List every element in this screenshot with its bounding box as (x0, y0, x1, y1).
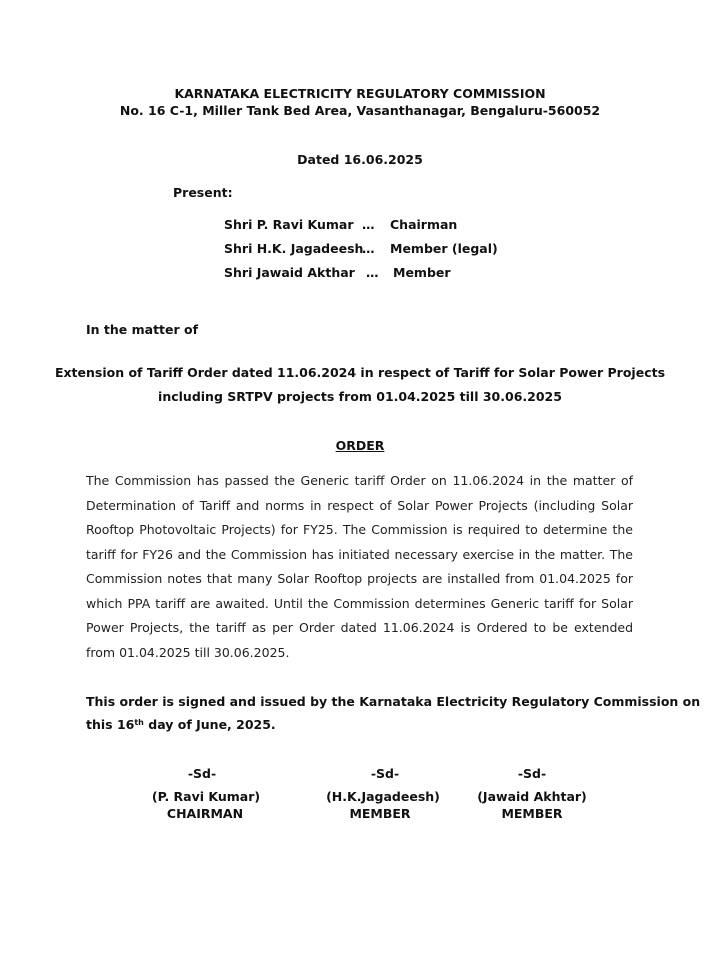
order-line: tariff for FY26 and the Commission has initiated necessary exercise in the matter. The (86, 546, 633, 562)
member-role-1: Chairman (390, 217, 458, 232)
member-role-2: Member (legal) (390, 241, 498, 256)
signature-sd-1: -Sd- (187, 766, 217, 781)
order-line: from 01.04.2025 till 30.06.2025. (86, 644, 290, 660)
member-separator-3: … (366, 265, 379, 280)
signature-name-1: (P. Ravi Kumar) (151, 789, 261, 804)
signing-line-2-start: this 16 (86, 717, 135, 732)
order-line: Determination of Tariff and norms in respect of Solar Power Projects (including Solar (86, 497, 633, 513)
signature-sd-2: -Sd- (370, 766, 400, 781)
order-heading: ORDER (335, 438, 385, 453)
order-line: which PPA tariff are awaited. Until the Commission determines Generic tariff for Solar (86, 595, 633, 611)
order-body (86, 469, 633, 665)
member-separator-1: … (362, 217, 375, 232)
signing-line-2 (86, 713, 633, 736)
signature-title-2: MEMBER (349, 806, 411, 821)
signing-statement (86, 690, 701, 736)
member-name-1: Shri P. Ravi Kumar (224, 217, 354, 232)
organization-address: No. 16 C-1, Miller Tank Bed Area, Vasanthanagar, Bengaluru-560052 (119, 103, 601, 118)
order-line: The Commission has passed the Generic tariff Order on 11.06.2024 in the matter of (86, 473, 633, 488)
order-line: Rooftop Photovoltaic Projects) for FY25. The Commission is required to determine the (86, 522, 633, 537)
member-role-3: Member (393, 265, 451, 280)
signature-title-3: MEMBER (501, 806, 563, 821)
order-line: Commission notes that many Solar Rooftop projects are installed from 01.04.2025 for (86, 571, 633, 586)
matter-label: In the matter of (86, 322, 199, 337)
member-separator-2: … (362, 241, 375, 256)
subject-line-2: including SRTPV projects from 01.04.2025 till 30.06.2025 (158, 389, 562, 404)
signature-sd-3: -Sd- (517, 766, 547, 781)
signature-name-2: (H.K.Jagadeesh) (326, 789, 440, 804)
member-name-3: Shri Jawaid Akthar (224, 265, 355, 280)
subject-line-1: Extension of Tariff Order dated 11.06.2024 in respect of Tariff for Solar Power Projects (54, 365, 666, 380)
organization-title: KARNATAKA ELECTRICITY REGULATORY COMMISSION (174, 86, 546, 101)
order-date: Dated 16.06.2025 (297, 152, 423, 167)
member-name-2: Shri H.K. Jagadeesh (224, 241, 364, 256)
signing-line-2-end: day of June, 2025. (143, 717, 276, 732)
present-label: Present: (173, 185, 233, 200)
signature-name-3: (Jawaid Akhtar) (477, 789, 587, 804)
order-line: Power Projects, the tariff as per Order dated 11.06.2024 is Ordered to be extended (86, 620, 633, 635)
signing-line-1: This order is signed and issued by the Karnataka Electricity Regulatory Commission on (86, 694, 701, 709)
signature-title-1: CHAIRMAN (166, 806, 244, 821)
ordinal-suffix: th (134, 718, 144, 727)
